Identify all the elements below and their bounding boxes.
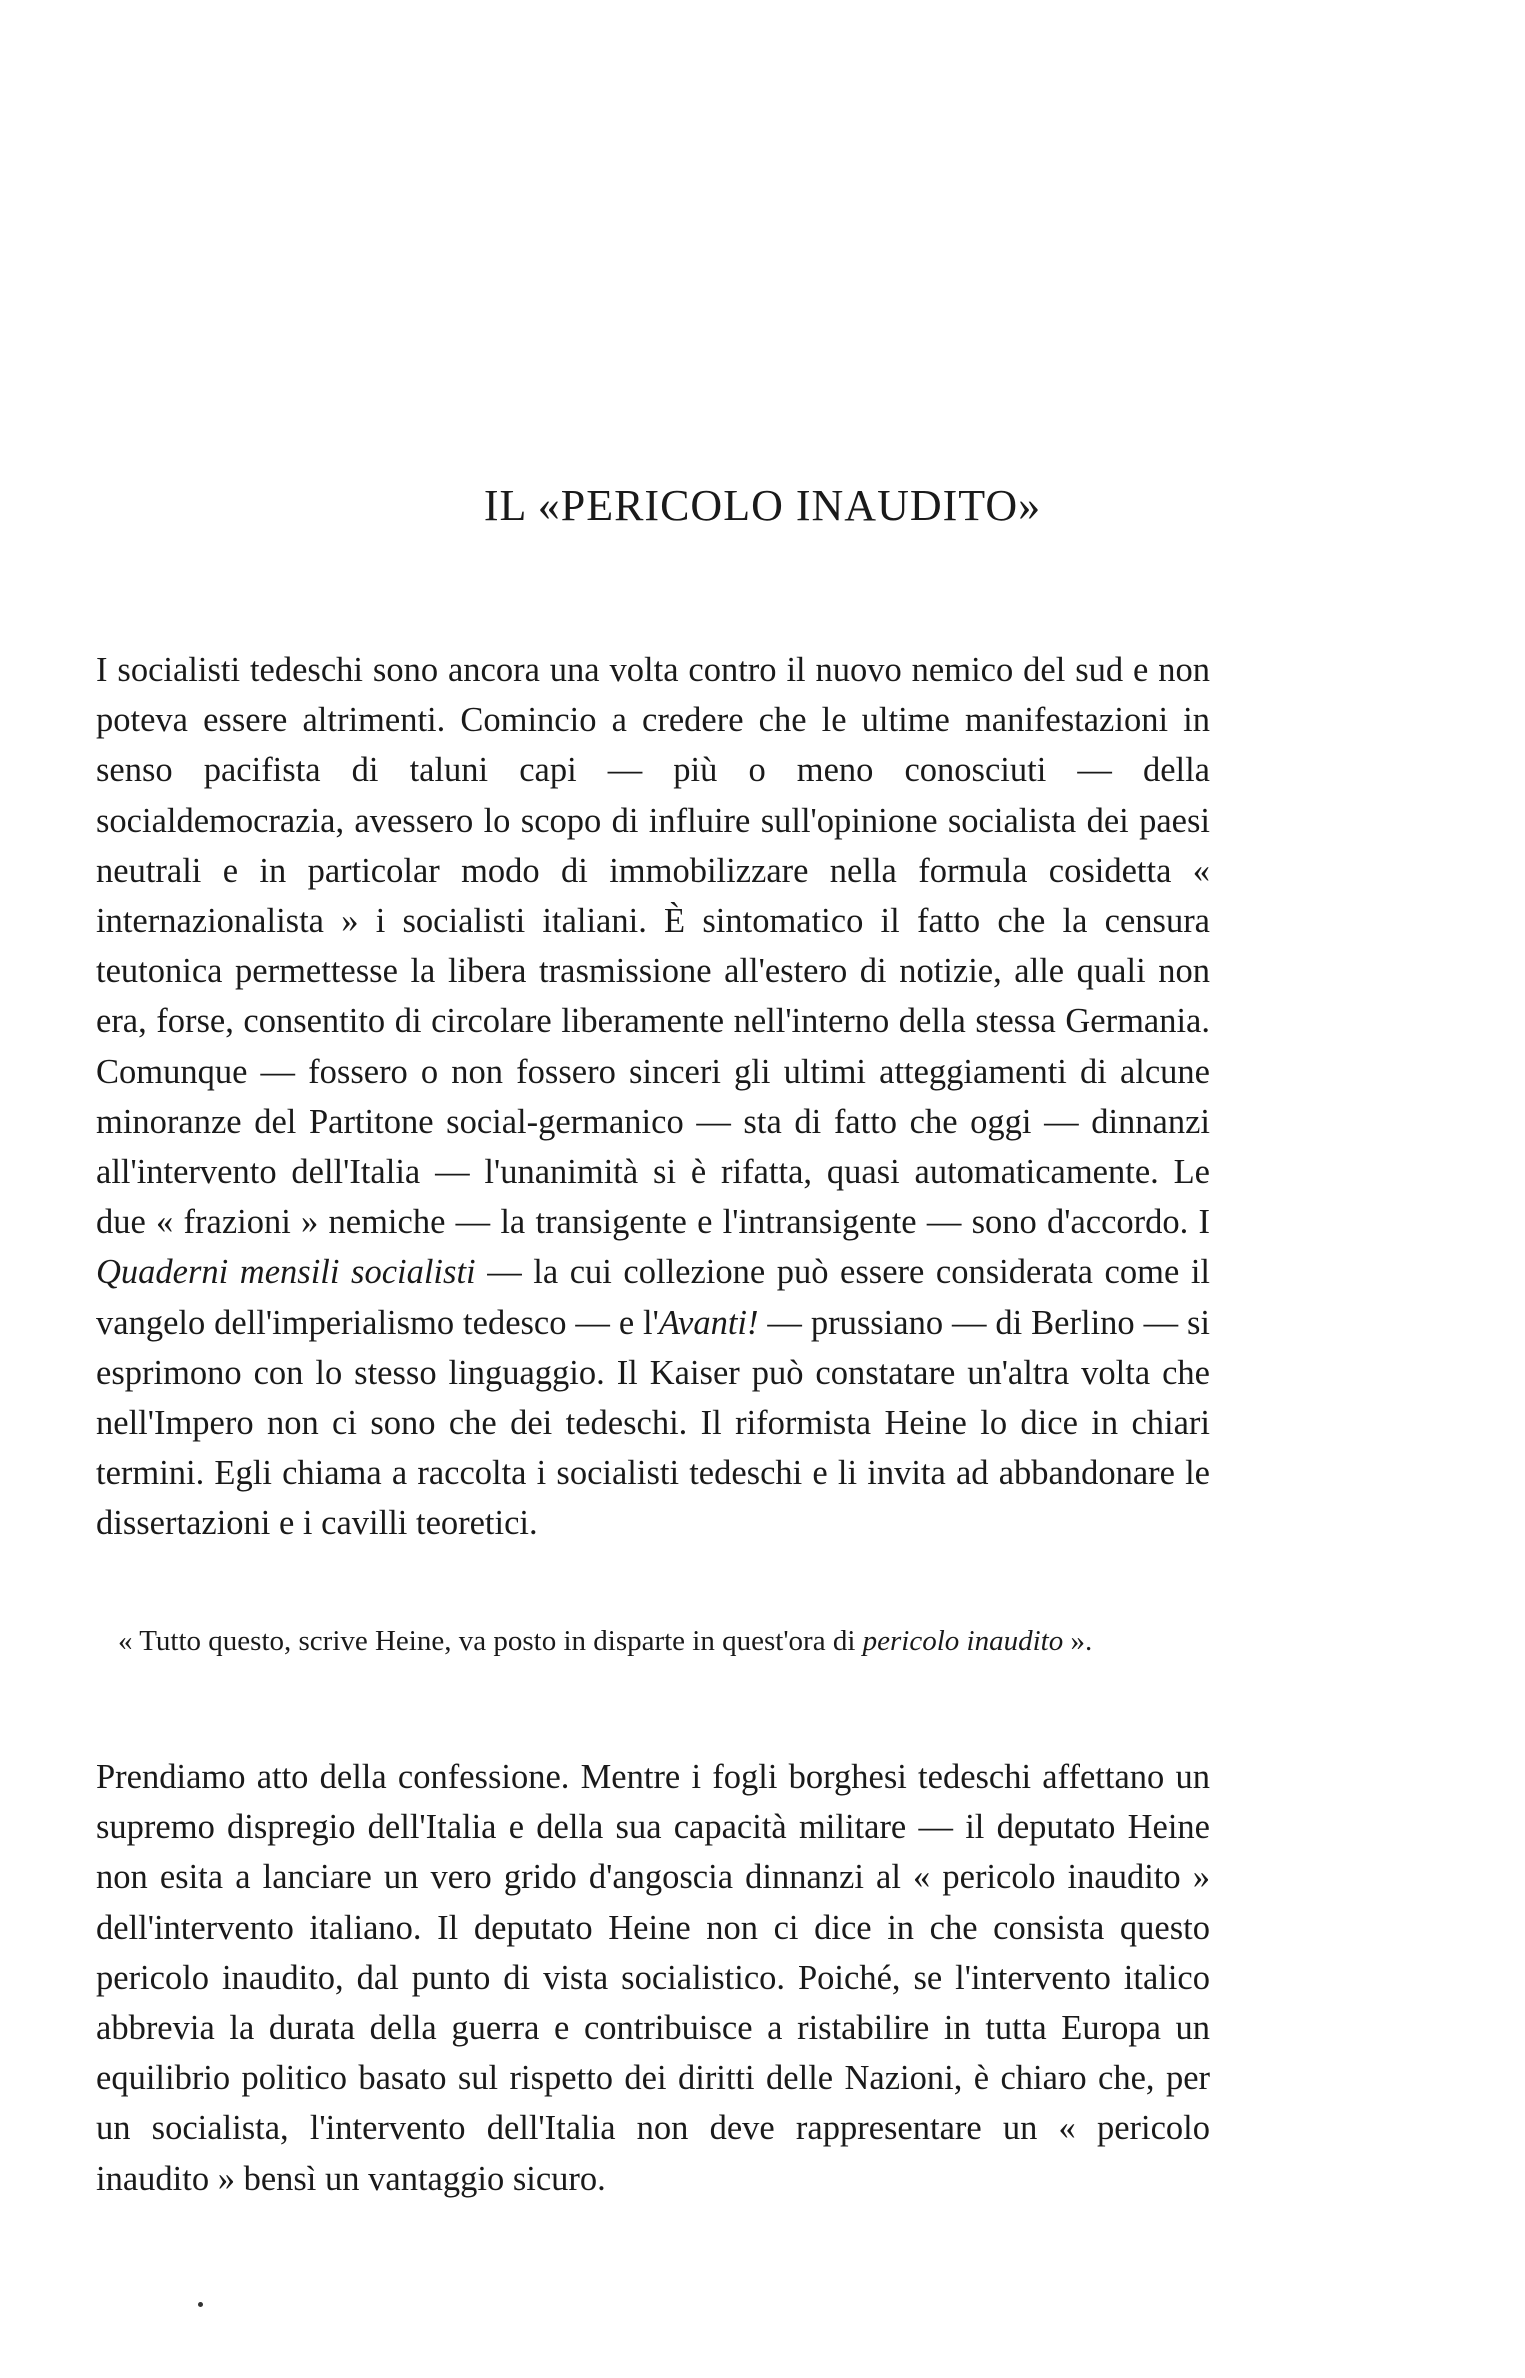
page-title: IL «PERICOLO INAUDITO» [483,481,1042,530]
quote-text-a: « Tutto questo, scrive Heine, va posto in disparte in quest'ora di [118,1625,863,1657]
block-quote [96,1620,1210,1663]
paragraph-1-text-b: — la cui collezione può essere considerata come il vangelo dell'imperialismo tedesco — e l' [96,1253,1210,1342]
ink-speck [198,2302,203,2307]
paragraph-1 [96,645,1210,1549]
paragraph-1-italic-title: Quaderni mensili socialisti [96,1253,476,1292]
paragraph-2: Prendiamo atto della confessione. Mentre i fogli borghesi tedeschi affettano un supremo dispregio dell'Italia e della sua capacità militare — il deputato Heine non esita a lanciare un vero grido d'angoscia dinnanzi al « pericolo inaudito » dell'intervento italiano. Il deputato Heine non ci dice in che consista questo pericolo inaudito, dal punto di vista socialistico. Poiché, se l'intervento italico abbrevia la durata della guerra e contribuisce a ristabilire in tutta Europa un equilibrio politico basato sul rispetto dei diritti delle Nazioni, è chiaro che, per un socialista, l'intervento dell'Italia non deve rappresentare un « pericolo inaudito » bensì un vantaggio sicuro. [96,1758,1210,2198]
paragraph-1-text-c: — prussiano — di Berlino — si esprimono con lo stesso linguaggio. Il Kaiser può constatare un'altra volta che nell'Impero non ci sono che dei tedeschi. Il riformista Heine lo dice in chiari termini. Egli chiama a raccolta i socialisti tedeschi e li invita ad abbandonare le dissertazioni e i cavilli teoretici. [96,1303,1210,1543]
quote-text-b: ». [1063,1625,1093,1657]
paragraph-1-italic-avanti: Avanti! [658,1303,759,1342]
quote-italic: pericolo inaudito [862,1625,1064,1657]
paragraph-1-text-a: I socialisti tedeschi sono ancora una volta contro il nuovo nemico del sud e non poteva essere altrimenti. Comincio a credere che le ultime manifestazioni in senso pacifista di taluni capi — più o meno conosciuti — della socialdemocrazia, avessero lo scopo di influire sull'opinione socialista dei paesi neutrali e in particolar modo di immobilizzare nella formula cosidetta « internazionalista » i socialisti italiani. È sintomatico il fatto che la censura teutonica permettesse la libera trasmissione all'estero di notizie, alle quali non era, forse, consentito di circolare liberamente nell'interno della stessa Germania. Comunque — fossero o non fossero sinceri gli ultimi atteggiamenti di alcune minoranze del Partitone social-germanico — sta di fatto che oggi — dinnanzi all'intervento dell'Italia — l'unanimità si è rifatta, quasi automaticamente. Le due « frazioni » nemiche — la transigente e l'intransigente — sono d'accordo. I [96,651,1210,1242]
